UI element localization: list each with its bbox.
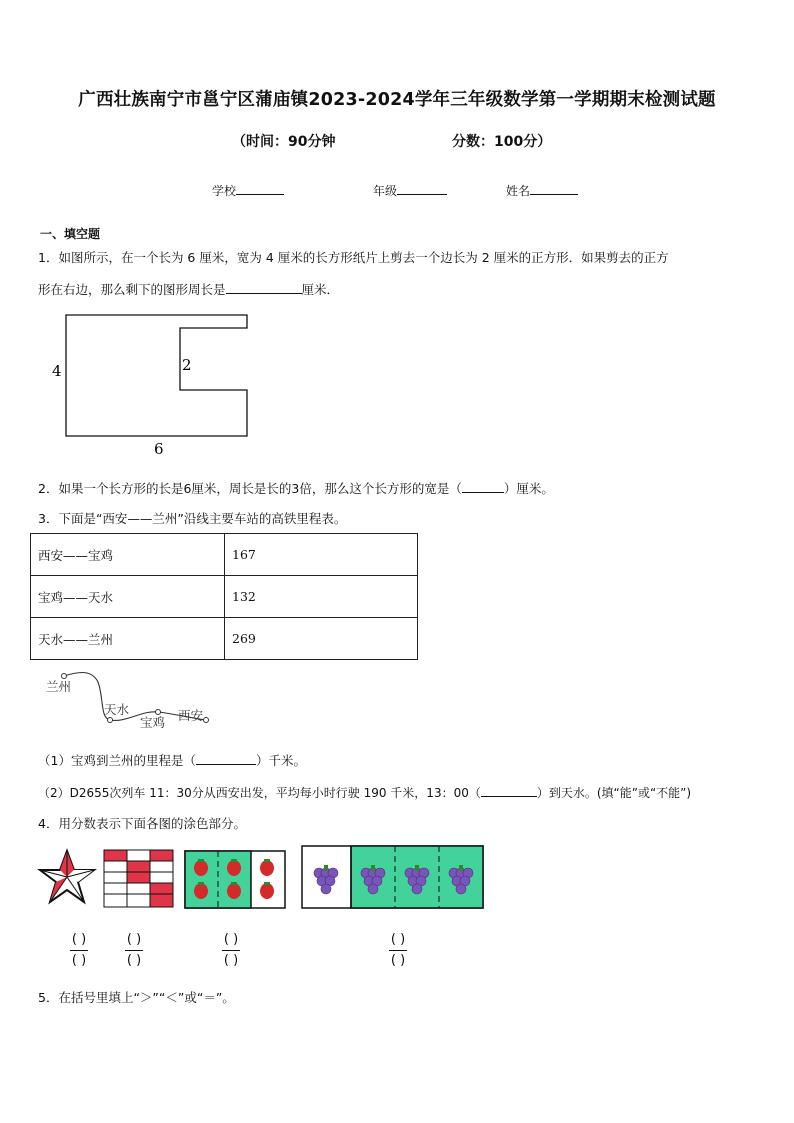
section-title: 一、填空题 xyxy=(40,227,101,241)
distance-table xyxy=(30,533,418,660)
cut-rectangle-outline xyxy=(66,315,247,436)
shaded-part xyxy=(185,851,251,908)
grape-figure xyxy=(301,845,485,910)
fraction-blank: ( ) ( ) xyxy=(126,932,142,968)
question-2: 2．如果一个长方形的长是6厘米，周长是长的3倍，那么这个长方形的宽是（ ）厘米。 xyxy=(38,478,554,499)
fraction-blank: ( ) ( ) xyxy=(390,932,406,968)
station-xian: 西安 xyxy=(178,708,204,723)
question-3-sub2: （2）D2655次列车 11：30分从西安出发，平均每小时行驶 190 千米，13：00（ ）到天水。(填“能”或“不能”) xyxy=(38,782,691,803)
school-field: 学校 xyxy=(212,182,284,199)
railway-map xyxy=(40,668,220,740)
table-row: 天水——兰州 269 xyxy=(31,618,418,660)
strawberry-figure xyxy=(184,850,286,910)
question-3-intro: 3．下面是“西安——兰州”沿线主要车站的高铁里程表。 xyxy=(38,511,347,526)
station-lanzhou: 兰州 xyxy=(46,679,72,694)
question-5: 5．在括号里填上“＞”“＜”或“＝”。 xyxy=(38,990,235,1005)
station-dot xyxy=(62,674,67,679)
answer-blank xyxy=(481,782,537,797)
cut-label: 2 xyxy=(182,356,192,374)
question-4: 4．用分数表示下面各图的涂色部分。 xyxy=(38,816,246,831)
grid-figure xyxy=(103,849,175,909)
question-1-line1: 1．如图所示，在一个长为 6 厘米，宽为 4 厘米的长方形纸片上剪去一个边长为 2 厘米的正方形．如果剪去的正方 xyxy=(38,250,669,265)
answer-blank xyxy=(462,478,504,493)
fraction-blank: ( ) ( ) xyxy=(223,932,239,968)
question-3-sub1: （1）宝鸡到兰州的里程是（ ）千米。 xyxy=(38,750,306,771)
name-field: 姓名 xyxy=(506,182,578,199)
table-row: 西安——宝鸡 167 xyxy=(31,534,418,576)
shape-figure xyxy=(40,305,260,465)
station-baoji: 宝鸡 xyxy=(140,715,166,730)
grade-field: 年级 xyxy=(373,182,447,199)
fraction-blank: ( ) ( ) xyxy=(71,932,87,968)
height-label: 4 xyxy=(52,362,62,380)
page-title: 广西壮族南宁市邕宁区蒲庙镇2023-2024学年三年级数学第一学期期末检测试题 xyxy=(78,90,716,110)
answer-blank xyxy=(226,279,302,294)
question-1-line2: 形在右边，那么剩下的图形周长是 厘米． xyxy=(38,279,339,300)
station-tianshui: 天水 xyxy=(104,702,130,717)
width-label: 6 xyxy=(154,440,164,458)
exam-score: 分数：100分） xyxy=(452,134,552,150)
star-figure xyxy=(36,848,98,910)
station-dot xyxy=(156,710,161,715)
station-dot xyxy=(108,718,113,723)
station-dot xyxy=(204,718,209,723)
table-row: 宝鸡——天水 132 xyxy=(31,576,418,618)
exam-time: （时间：90分钟 xyxy=(232,134,336,150)
answer-blank xyxy=(196,750,256,765)
